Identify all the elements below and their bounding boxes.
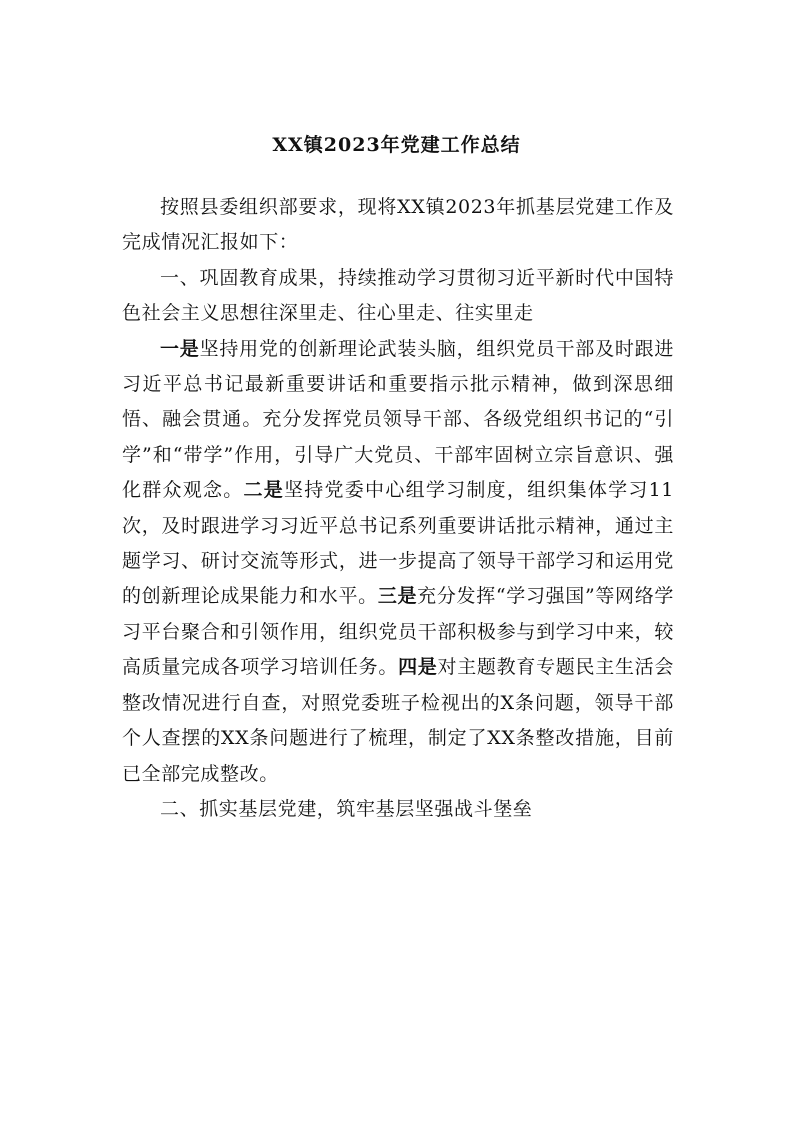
point-1-lead: 一是 <box>160 337 200 360</box>
point-3-text: 充分发挥“学习强国”等网络学习平台聚合和引领作用，组织党员干部积极参与到学习中来，较高质量完成各项学习培训任务。 <box>122 585 675 679</box>
document-title: XX镇2023年党建工作总结 <box>272 134 521 156</box>
point-3-lead: 三是 <box>377 585 418 608</box>
point-4-text: 对主题教育专题民主生活会整改情况进行自查，对照党委班子检视出的X条问题，领导干部个人查摆的XX条问题进行了梳理，制定了XX条整改措施，目前已全部完成整改。 <box>122 656 674 785</box>
section-1-paragraph <box>122 332 674 792</box>
section-2-heading: 二、抓实基层党建，筑牢基层坚强战斗堡垒 <box>160 797 533 820</box>
intro-paragraph: 按照县委组织部要求，现将XX镇2023年抓基层党建工作及完成情况汇报如下： <box>122 196 674 254</box>
section-1-heading: 一、巩固教育成果，持续推动学习贯彻习近平新时代中国特色社会主义思想往深里走、往心里走、往实里走 <box>122 266 674 325</box>
point-2-text: 坚持党委中心组学习制度，组织集体学习11次，及时跟进学习习近平总书记系列重要讲话批示精神，通过主题学习、研讨交流等形式，进一步提高了领导干部学习和运用党的创新理论成果能力和水平。 <box>122 479 674 608</box>
point-2-lead: 二是 <box>243 479 285 502</box>
point-4-lead: 四是 <box>398 656 438 679</box>
document-body <box>122 190 674 827</box>
point-1-text: 坚持用党的创新理论武装头脑，组织党员干部及时跟进习近平总书记最新重要讲话和重要指示批示精神，做到深思细悟、融会贯通。充分发挥党员领导干部、各级党组织书记的“引学”和“带学”作用，引导广大党员、干部牢固树立宗旨意识、强化群众观念。 <box>122 337 675 502</box>
